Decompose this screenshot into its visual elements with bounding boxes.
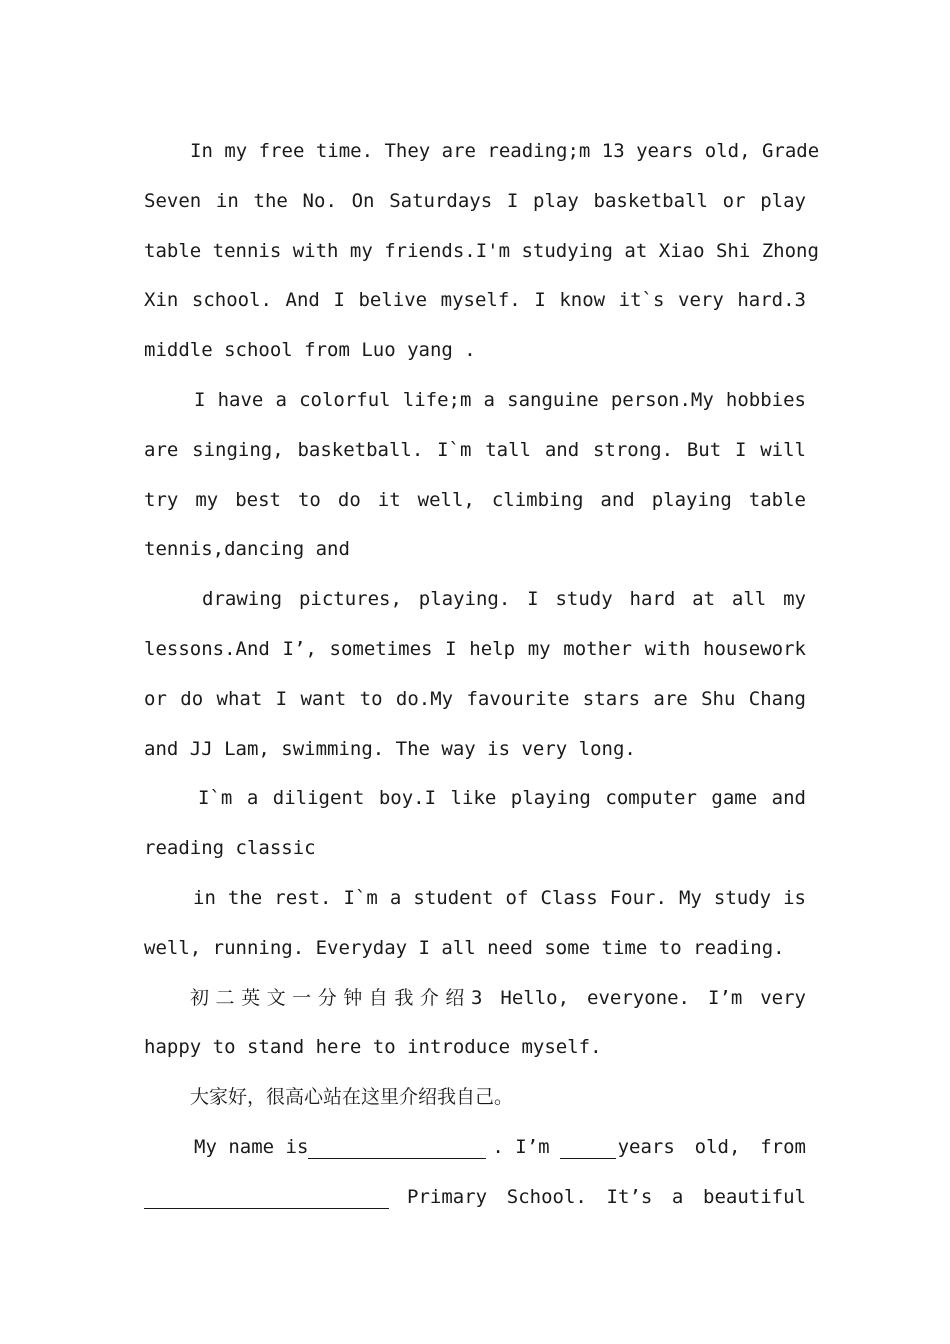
fill-text: My name is [194, 1135, 309, 1158]
fill-text: Primary School. It’s a beautiful [407, 1185, 806, 1208]
text-line: Xin school. And I belive myself. I know it`s very hard.3 [144, 289, 806, 312]
chinese-text-line: 大家好，很高心站在这里介绍我自己。 [190, 1086, 514, 1109]
text-line: are singing, basketball. I`m tall and strong. But I will [144, 438, 806, 461]
text-line: Seven in the No. On Saturdays I play basketball or play [144, 189, 806, 212]
text-line: try my best to do it well, climbing and playing table [144, 488, 806, 511]
text-line: and JJ Lam, swimming. The way is very long. [144, 737, 636, 760]
text-line: drawing pictures, playing. I study hard at all my [202, 588, 806, 611]
age-blank[interactable] [560, 1136, 616, 1159]
text-line: or do what I want to do.My favourite stars are Shu Chang [144, 687, 806, 710]
text-line: lessons.And I’, sometimes I help my mother with housework [144, 637, 806, 660]
text-line: in the rest. I`m a student of Class Four. My study is [193, 886, 806, 909]
text-line: well, running. Everyday I all need some time to reading. [144, 936, 785, 959]
text-line: tennis,dancing and [144, 538, 350, 561]
text-line: middle school from Luo yang . [144, 339, 476, 362]
heading-line: 初二英文一分钟自我介绍3 Hello, everyone. I’m very [190, 986, 806, 1009]
name-blank[interactable] [308, 1136, 486, 1159]
text-line: table tennis with my friends.I'm studying at Xiao Shi Zhong [144, 239, 819, 262]
fill-text: years old, from [617, 1135, 806, 1158]
text-line: I have a colorful life;m a sanguine person.My hobbies [194, 388, 806, 411]
fill-text: . I’m [492, 1135, 550, 1158]
document-body [144, 127, 820, 1223]
text-line: In my free time. They are reading;m 13 years old, Grade [190, 140, 820, 162]
text-line: reading classic [144, 837, 316, 860]
school-blank[interactable] [144, 1186, 389, 1209]
text-line: happy to stand here to introduce myself. [144, 1036, 602, 1059]
fill-in-line [144, 1123, 806, 1173]
text-line: I`m a diligent boy.I like playing computer game and [198, 787, 806, 810]
fill-in-line [144, 1173, 806, 1223]
